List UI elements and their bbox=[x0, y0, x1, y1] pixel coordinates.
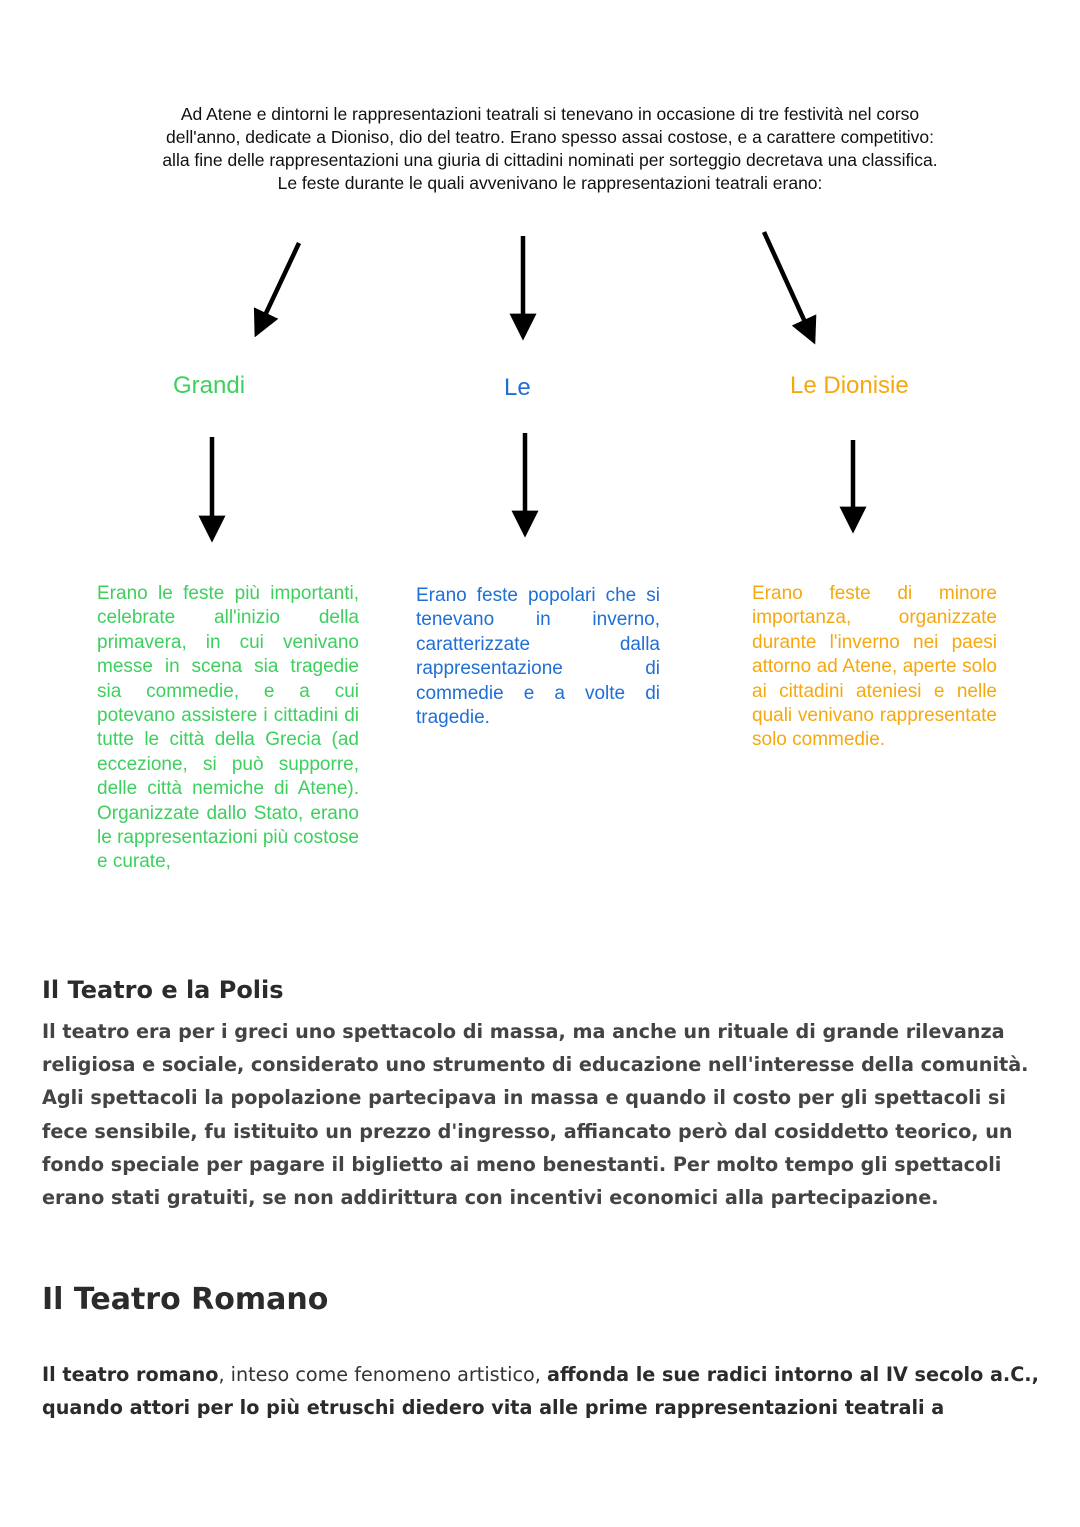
polis-heading: Il Teatro e la Polis bbox=[42, 976, 284, 1004]
roman-normal: , inteso come fenomeno artistico, bbox=[218, 1363, 547, 1386]
desc-le: Erano feste popolari che si tenevano in inverno, caratterizzate dalla rappresentazione di commedie e a volte di tragedie. bbox=[416, 585, 660, 729]
roman-bold-1: Il teatro romano bbox=[42, 1363, 219, 1386]
polis-paragraph: Il teatro era per i greci uno spettacolo di massa, ma anche un rituale di grande rilevanza religiosa e sociale, considerato uno strumento di educazione nell'interesse della comunità. Agli spettacoli la popolazione partecipava in massa e quando il costo per gli spettacoli si fece sensibile, fu istituito un prezzo d'ingresso, affiancato però dal cosiddetto teorico, un fondo speciale per pagare il biglietto ai meno benestanti. Per molto tempo gli spettacoli erano stati gratuiti, se non addirittura con incentivi economici alla partecipazione. bbox=[42, 1020, 1029, 1210]
roman-paragraph bbox=[42, 1358, 1042, 1424]
intro-text: Ad Atene e dintorni le rappresentazioni teatrali si tenevano in occasione di tre festività nel corso dell'anno, dedicate a Dioniso, dio del teatro. Erano spesso assai costose, e a carattere competitivo: alla fine delle rappresentazioni una giuria di cittadini nominati per sorteggio decretava una classifica. Le feste durante le quali avvenivano le rappresentazioni teatrali erano: bbox=[162, 104, 938, 193]
title-dionisie: Le Dionisie bbox=[790, 372, 909, 399]
desc-grandi: Erano le feste più importanti, celebrate all'inizio della primavera, in cui venivano messe in scena sia tragedie sia commedie, e a cui potevano assistere i cittadini di tutte le città della Grecia (ad eccezione, si può supporre, delle città nemiche di Atene). Organizzate dallo Stato, erano le rappresentazioni più costose e curate, bbox=[97, 583, 359, 873]
title-grandi: Grandi bbox=[173, 372, 246, 399]
roman-heading: Il Teatro Romano bbox=[42, 1282, 329, 1317]
arrow-to-dionisie bbox=[764, 232, 810, 333]
arrow-to-grandi bbox=[260, 243, 299, 326]
title-le: Le bbox=[504, 374, 531, 401]
roman-bold-2: affonda le sue radici intorno al IV secolo a.C., quando attori per lo più etruschi diedero vita alle prime rappresentazioni teatrali a bbox=[42, 1363, 1039, 1420]
diagram-arrows bbox=[0, 0, 1080, 560]
desc-dionisie: Erano feste di minore importanza, organizzate durante l'inverno nei paesi attorno ad Atene, aperte solo ai cittadini ateniesi e nelle quali venivano rappresentate solo commedie. bbox=[752, 583, 997, 751]
